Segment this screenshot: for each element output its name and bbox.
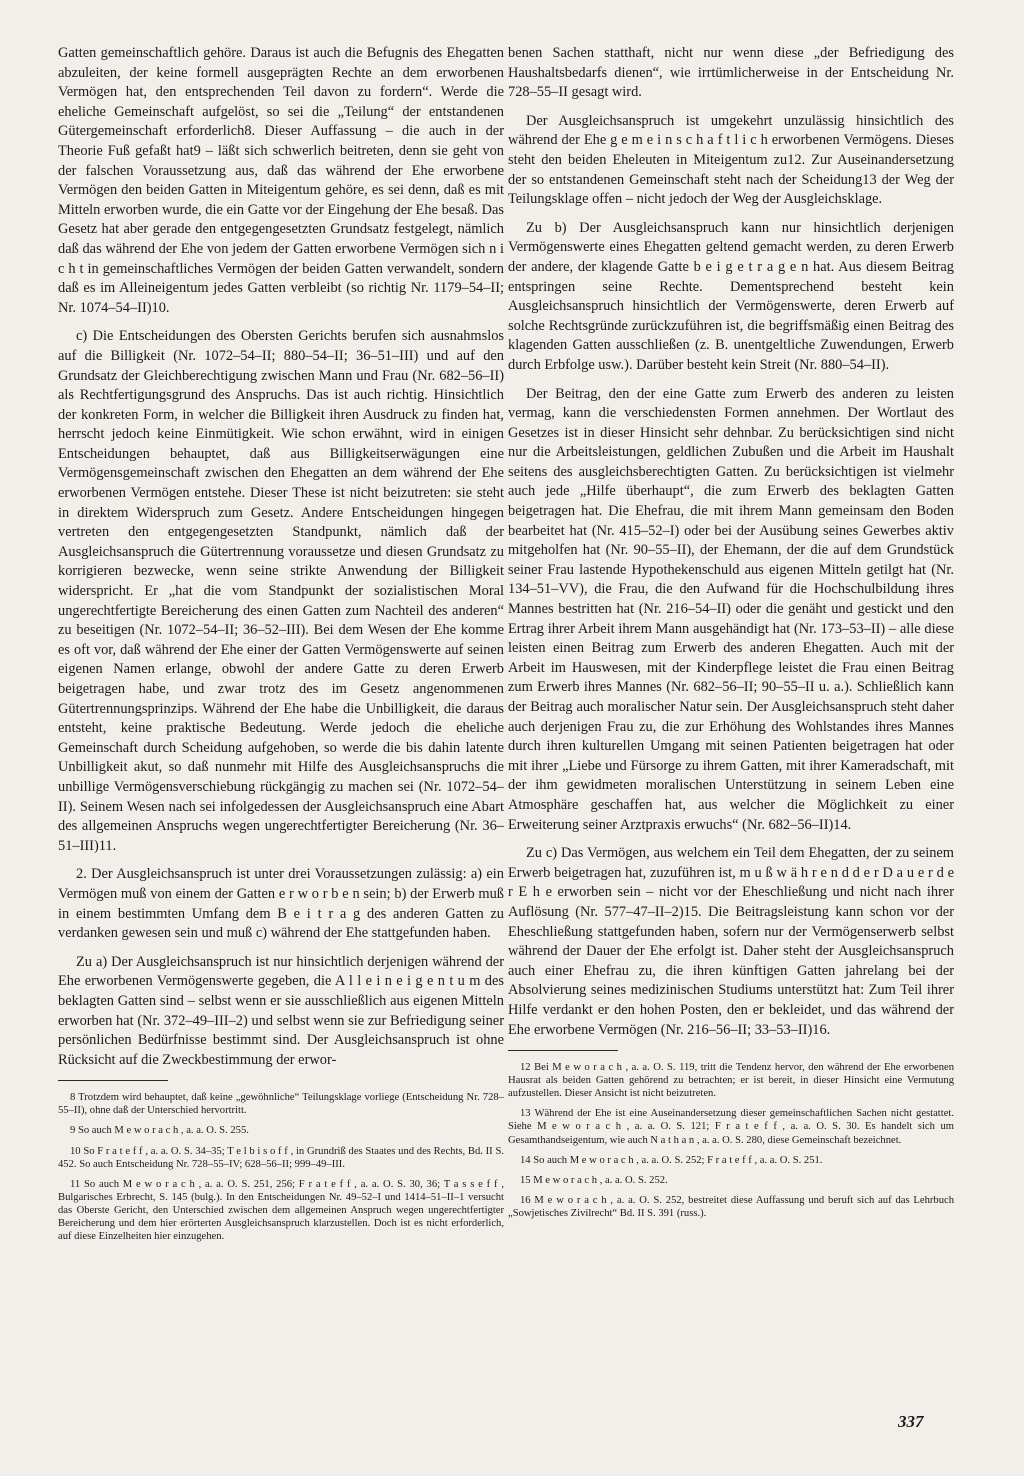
footnote: 9 So auch M e w o r a c h , a. a. O. S. 255. [70,1125,249,1137]
body-paragraph: Zu b) Der Ausgleichsanspruch kann nur hinsichtlich derjenigen Vermögenswerte eines Ehegatten geltend gemacht werden, zu deren Erwerb der andere, der klagende Gatte b e i g e t r a g e n hat. Aus diesem Beitrag entspringen seine Rechte. Dementsprechend besteht kein Ausgleichsanspruch hinsichtlich der Vermögenswerte, deren Erwerb auf solche Rechtsgründe zurückzuführen ist, die begriffsmäßig einen Beitrag des klagenden Gatten ausschließen (z. B. unentgeltliche Zuwendungen, Erwerb durch Erbfolge usw.). Darüber besteht kein Streit (Nr. 880–54–II). [508,219,954,373]
body-paragraph: Der Ausgleichsanspruch ist umgekehrt unzulässig hinsichtlich des während der Ehe g e m e i n s c h a f t l i c h erworbenen Vermögens. Dieses steht den beiden Eheleuten in Miteigentum zu12. Zur Auseinandersetzung der so entstandenen Gemeinschaft steht nach der Scheidung13 der Weg der Teilungsklage offen – nicht jedoch der Weg der Ausgleichsklage. [508,112,954,208]
body-paragraph: Gatten gemeinschaftlich gehöre. Daraus ist auch die Befugnis des Ehegatten abzuleiten, der keine formell ausgeprägten Rechte an dem erworbenen Vermögen hat, den entsprechenden Teil davon zu fordern“. Werde die eheliche Gemeinschaft aufgelöst, so sei die „Teilung“ der entstandenen Gütergemeinschaft erforderlich8. Dieser Auffassung – die auch in der Theorie Fuß gefaßt hat9 – läßt sich schwerlich beitreten, denn sie geht von der falschen Voraussetzung aus, daß das während der Ehe erworbene Vermögen den beiden Gatten in Miteigentum gehöre, es sei denn, daß es mit Mitteln erworben wurde, die ein Gatte vor der Eingehung der Ehe besaß. Das Gesetz hat aber gerade den entgegengesetzten Grundsatz festgelegt, nämlich daß das während der Ehe von jedem der Gatten erworbene Vermögen sich n i c h t in gemeinschaftliches Vermögen der beiden Gatten verwandelt, sondern daß es im Alleineigentum jedes Gatten verbleibt (so richtig Nr. 1179–54–II; Nr. 1074–54–II)10. [58,45,504,316]
footnote: 15 M e w o r a c h , a. a. O. S. 252. [520,1174,668,1186]
body-paragraph: Zu c) Das Vermögen, aus welchem ein Teil dem Ehegatten, der zu seinem Erwerb beigetragen hat, zuzuführen ist, m u ß w ä h r e n d d e r D a u e r d e r E h e erworben sein – nicht vor der Eheschließung und nicht nach ihrer Auflösung (Nr. 577–47–II–2)15. Die Beitragsleistung kann schon vor der Eheschließung stattgefunden haben, sofern nur der Vermögenserwerb selbst während der Dauer der Ehe erfolgt ist. Daher steht der Ausgleichsanspruch auch einer Ehefrau zu, die ihren künftigen Gatten jahrelang bei der Absolvierung seines medizinischen Studiums unterstützt hat: Zum Teil ihrer Hilfe verdankt er den hohen Posten, den er bekleidet, und das während der Ehe erworbene Vermögen (Nr. 216–56–II; 33–53–II)16. [508,845,954,1038]
page-number: 337 [898,1412,924,1431]
footnote: 11 So auch M e w o r a c h , a. a. O. S. 251, 256; F r a t e f f , a. a. O. S. 30, 36; T a s s e f f , Bulgarisches Erbrecht, S. 145 (bulg.). In den Entscheidungen Nr. 49–52–I und 1414–51–II–1 versucht das Oberste Gericht, den Unterschied zwischen dem allgemeinen Anspruch wegen ungerechtfertigter Bereicherung und dem hier erörterten Ausgleichsanspruch klarzustellen. Doch ist es nicht erforderlich, auf diese Einzelheiten hier einzugehen. [58,1178,504,1243]
body-paragraph: Der Beitrag, den der eine Gatte zum Erwerb des anderen zu leisten vermag, kann die verschiedensten Formen annehmen. Der Wortlaut des Gesetzes ist in dieser Hinsicht sehr dehnbar. Zu berücksichtigen sind nicht nur die Arbeitsleistungen, geldlichen Zubußen und die Arbeit im Haushalt seitens des ausgleichsberechtigten Gatten. Zu berücksichtigen ist vielmehr auch jede „Hilfe überhaupt“, die zum Erwerb des beklagten Gatten beigetragen hat. Die Ehefrau, die mit ihrem Mann gemeinsam den Boden bearbeitet hat (Nr. 415–52–I) oder bei der Ausübung seines Gewerbes aktiv mitgeholfen hat (Nr. 90–55–II), der Ehemann, der die auf dem Grundstück seiner Frau lastende Hypothekenschuld aus eigenen Mitteln getilgt hat (Nr. 134–51–VV), die Frau, die den Aufwand für die Hochschulbildung ihres Mannes bestritten hat (Nr. 216–54–II) oder die genäht und gestickt und den Ertrag ihrer Arbeit ihrem Mann ausgehändigt hat (Nr. 173–53–II) – alle diese leisten einen Beitrag zum Erwerb des anderen Ehegatten. Auch mit der Arbeit im Hauswesen, mit der Kinderpflege leistet die Frau einen Beitrag zum Erwerb ihres Mannes (Nr. 682–56–II; 90–55–II u. a.). Schließlich kann der Beitrag auch moralischer Natur sein. Der Ausgleichsanspruch steht daher auch derjenigen Frau zu, die zur Erhöhung des Wohlstandes ihres Mannes durch ihren kulturellen Umgang mit seinen Patienten beigetragen hat oder mit ihrer „Liebe und Fürsorge zu ihrem Gatten, mit ihrer Kameradschaft, mit der ihm gewidmeten moralischen Unterstützung in seinem Leben eine Atmosphäre geschaffen hat, aus welcher die Möglichkeit zu einer Erweiterung seiner Arztpraxis erwuchs“ (Nr. 682–56–II)14. [508,385,954,833]
left-column [58,44,504,1250]
body-paragraph: 2. Der Ausgleichsanspruch ist unter drei Voraussetzungen zulässig: a) ein Vermögen muß von einem der Gatten e r w o r b e n sein; b) der Erwerb muß in einem bestimmten Umfang dem B e i t r a g des anderen Gatten zu verdanken gewesen sein und muß c) während der Ehe stattgefunden haben. [58,866,504,942]
footnote-divider [58,1080,168,1081]
body-paragraph: benen Sachen statthaft, nicht nur wenn diese „der Befriedigung des Haushaltsbedarfs dienen“, wie irrtümlicherweise in der Entscheidung Nr. 728–55–II gesagt wird. [508,45,954,101]
body-paragraph: Zu a) Der Ausgleichsanspruch ist nur hinsichtlich derjenigen während der Ehe erworbenen Vermögenswerte gegeben, die A l l e i n e i g e n t u m des beklagten Gatten sind – selbst wenn er sie ausschließlich aus eigenen Mitteln erworben hat (Nr. 372–49–III–2) und selbst wenn sie zur Befriedigung seiner persönlichen Bedürfnisse bestimmt sind. Der Ausgleichsanspruch ist ohne Rücksicht auf die Zweckbestimmung der erwor- [58,953,504,1068]
footnote-divider [508,1050,618,1051]
footnote: 8 Trotzdem wird behauptet, daß keine „gewöhnliche“ Teilungsklage vorliege (Entscheidung Nr. 728–55–II), ohne daß der Unterschied hervortritt. [58,1092,504,1117]
footnote: 16 M e w o r a c h , a. a. O. S. 252, bestreitet diese Auffassung und beruft sich auf das Lehrbuch „Sowjetisches Zivilrecht“ Bd. II S. 391 (russ.). [508,1194,954,1219]
right-column [508,44,954,1227]
footnote: 13 Während der Ehe ist eine Auseinandersetzung dieser gemeinschaftlichen Sachen nicht gestattet. Siehe M e w o r a c h , a. a. O. S. 121; F r a t e f f , a. a. O. S. 30. Es handelt sich um Gesamthandseigentum, wie auch N a t h a n , a. a. O. S. 280, diese Gemeinschaft bezeichnet. [508,1108,954,1146]
footnote: 10 So F r a t e f f , a. a. O. S. 34–35; T e l b i s o f f , in Grundriß des Staates und des Rechts, Bd. II S. 452. So auch Entscheidung Nr. 728–55–IV; 628–56–II; 999–49–III. [58,1145,504,1170]
footnote: 12 Bei M e w o r a c h , a. a. O. S. 119, tritt die Tendenz hervor, den während der Ehe erworbenen Hausrat als beiden Gatten gehörend zu betrachten; er ist bereit, in dieser Hinsicht eine Vermutung aufzustellen. Dieser Ansicht ist nicht beizutreten. [508,1062,954,1100]
body-paragraph: c) Die Entscheidungen des Obersten Gerichts berufen sich ausnahmslos auf die Billigkeit (Nr. 1072–54–II; 880–54–II; 36–51–III) und auf den Grundsatz der Gleichberechtigung zwischen Mann und Frau (Nr. 682–56–II) als Rechtfertigungsgrund des Anspruchs. Das ist auch richtig. Hinsichtlich der konkreten Form, in welcher die Billigkeit ihren Ausdruck zu finden hat, herrscht jedoch keine Einmütigkeit. Wie schon erwähnt, wird in einigen Entscheidungen behauptet, daß aus Billigkeitserwägungen eine Vermögensgemeinschaft zwischen den Ehegatten an dem während der Ehe erworbenen Vermögen entstehe. Dieser These ist nicht beizutreten: sie steht in direktem Widerspruch zum Gesetz. Andere Entscheidungen hingegen vertreten den entgegengesetzten Standpunkt, nämlich daß der Ausgleichsanspruch die Gütertrennung voraussetze und diesen Grundsatz zu korrigieren bezwecke, wenn seine strikte Anwendung der Billigkeit widerspricht. Er „hat die vom Standpunkt der sozialistischen Moral ungerechtfertigte Bereicherung des einen Gatten zum Nachteil des anderen“ zu beseitigen (Nr. 1072–54–II; 36–52–III). Bei dem Wesen der Ehe komme es oft vor, daß während der Ehe einer der Gatten Vermögenswerte auf seinen eigenen Namen erlange, obwohl der andere Gatte zu deren Erwerb beigetragen habe, und zwar trotz des im Gesetz angenommenen Gütertrennungsprinzips. Während der Ehe habe die Unbilligkeit, die daraus entsteht, keine praktische Bedeutung. Werde jedoch die eheliche Gemeinschaft durch Scheidung aufgehoben, so werde die bis dahin latente Unbilligkeit akut, so daß nunmehr mit Hilfe des Ausgleichsanspruchs die unbillige Vermögensverschiebung rückgängig zu machen sei (Nr. 1072–54–II). Seinem Wesen nach sei infolgedessen der Ausgleichsanspruch eine Abart des allgemeinen Anspruchs wegen ungerechtfertigter Bereicherung (Nr. 36–51–III)11. [58,328,504,854]
footnote: 14 So auch M e w o r a c h , a. a. O. S. 252; F r a t e f f , a. a. O. S. 251. [520,1154,823,1166]
